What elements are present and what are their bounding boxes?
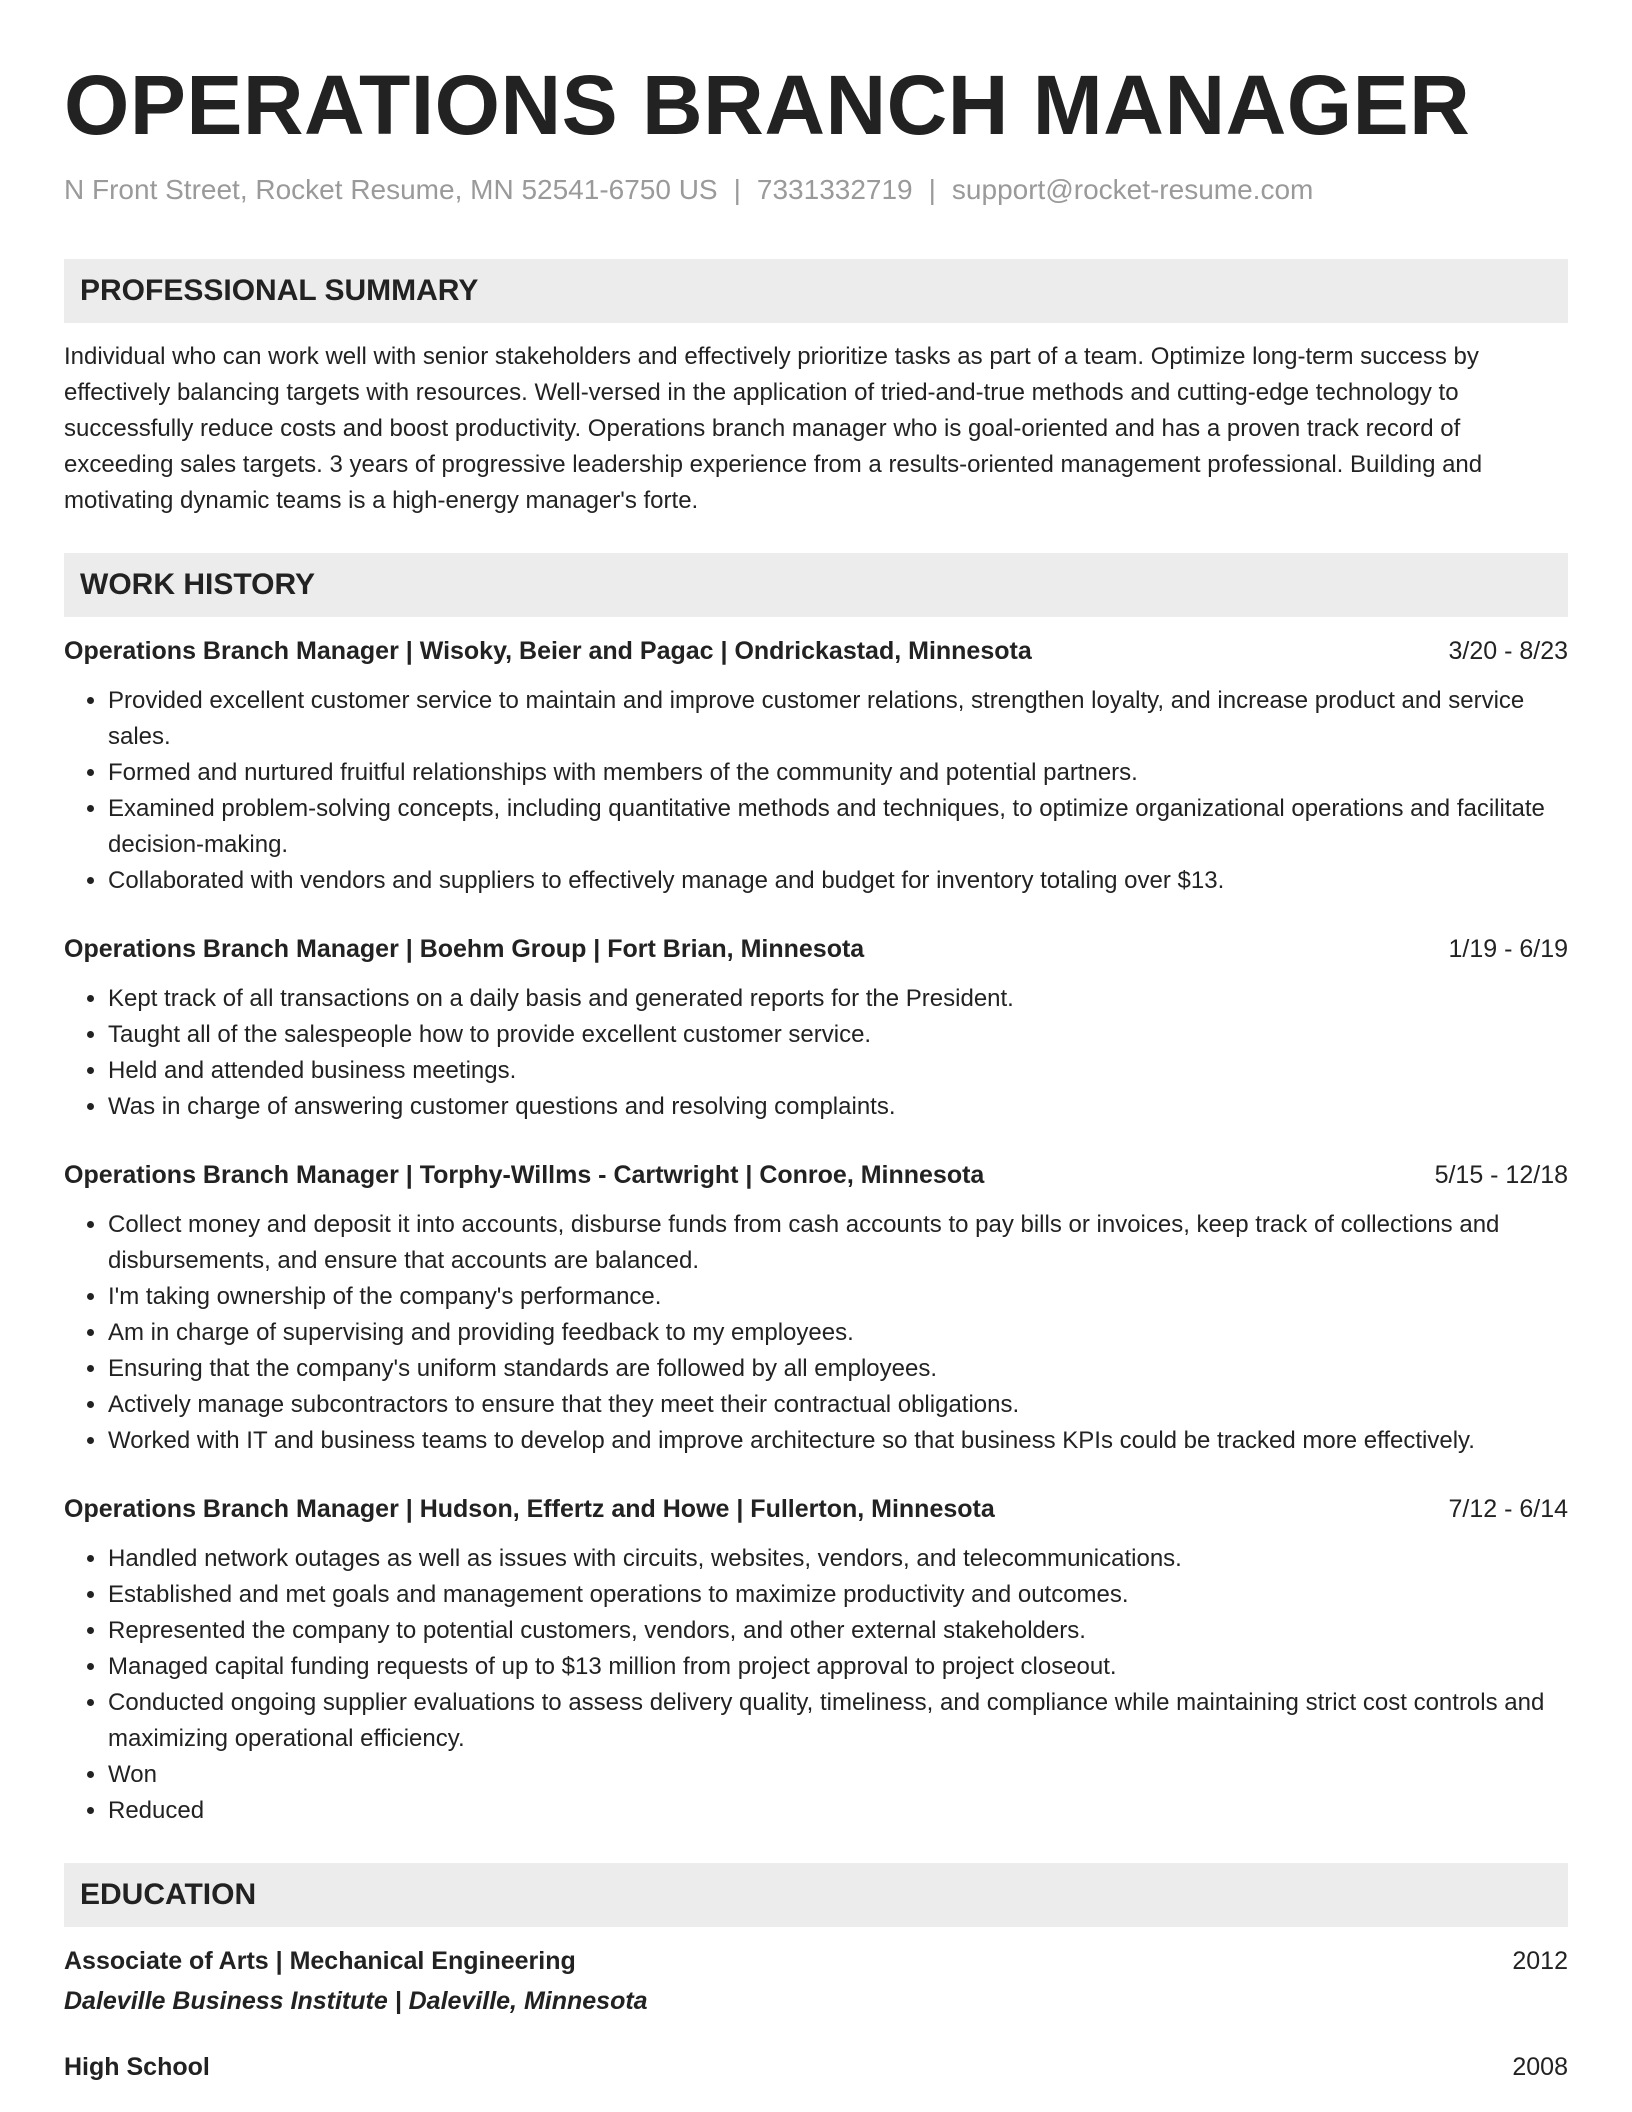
job-header [64,1157,1568,1193]
contact-address: N Front Street, Rocket Resume, MN 52541-6750 US [64,174,718,205]
job-dates: 7/12 - 6/14 [1448,1495,1568,1523]
job-bullet: • Reduced [108,1793,1568,1829]
contact-line [64,173,1568,207]
job-title: Operations Branch Manager | Hudson, Effertz and Howe | Fullerton, Minnesota [64,1495,995,1523]
job-entry [64,1157,1568,1459]
job-title: Operations Branch Manager | Boehm Group | Fort Brian, Minnesota [64,935,865,963]
job-dates: 5/15 - 12/18 [1434,1161,1568,1189]
contact-phone: 7331332719 [756,174,913,205]
job-dates: 3/20 - 8/23 [1448,637,1568,665]
job-bullet: • Represented the company to potential customers, vendors, and other external stakeholders. [108,1613,1568,1649]
education-header [64,1943,1568,1979]
job-bullets [64,1541,1568,1829]
job-bullet: • Conducted ongoing supplier evaluations to assess delivery quality, timeliness, and compliance while maintaining strict cost controls and maximizing operational efficiency. [108,1685,1568,1757]
job-bullet: • Was in charge of answering customer questions and resolving complaints. [108,1089,1568,1125]
education-degree: High School [64,2053,210,2081]
job-bullet: • Ensuring that the company's uniform standards are followed by all employees. [108,1351,1568,1387]
job-bullet: • Formed and nurtured fruitful relationships with members of the community and potential partners. [108,755,1568,791]
education-school: Daleville Business Institute | Daleville, Minnesota [64,1987,648,2015]
job-bullets [64,1207,1568,1459]
job-bullet: • Taught all of the salespeople how to provide excellent customer service. [108,1017,1568,1053]
job-bullet: • Provided excellent customer service to maintain and improve customer relations, strengthen loyalty, and increase product and service sales. [108,683,1568,755]
job-entry [64,633,1568,899]
job-bullet: • Collect money and deposit it into accounts, disburse funds from cash accounts to pay bills or invoices, keep track of collections and disbursements, and ensure that accounts are balanced. [108,1207,1568,1279]
job-bullet: • I'm taking ownership of the company's performance. [108,1279,1568,1315]
education-header [64,2049,1568,2085]
job-bullet: • Held and attended business meetings. [108,1053,1568,1089]
summary-text: Individual who can work well with senior stakeholders and effectively prioritize tasks as part of a team. Optimize long-term success by effectively balancing targets with resources. Well-versed in the application of tried-and-true methods and cutting-edge technology to successfully reduce costs and boost productivity. Operations branch manager who is goal-oriented and has a proven track record of exceeding sales targets. 3 years of progressive leadership experience from a results-oriented management professional. Building and motivating dynamic teams is a high-energy manager's forte. [64,343,1483,514]
section-heading-work-history: WORK HISTORY [64,553,1568,617]
job-header [64,633,1568,669]
job-bullet: • Established and met goals and management operations to maximize productivity and outcomes. [108,1577,1568,1613]
job-bullet: • Examined problem-solving concepts, including quantitative methods and techniques, to optimize organizational operations and facilitate decision-making. [108,791,1568,863]
contact-separator: | [928,174,936,205]
section-heading-education: EDUCATION [64,1863,1568,1927]
education-year: 2012 [1512,1947,1568,1975]
job-bullet: • Kept track of all transactions on a daily basis and generated reports for the President. [108,981,1568,1017]
job-entry [64,1491,1568,1829]
job-header [64,931,1568,967]
job-bullets [64,981,1568,1125]
job-title: Operations Branch Manager | Wisoky, Beier and Pagac | Ondrickastad, Minnesota [64,637,1032,665]
job-header [64,1491,1568,1527]
resume-title: OPERATIONS BRANCH MANAGER [64,58,1471,152]
job-dates: 1/19 - 6/19 [1448,935,1568,963]
job-bullet: • Handled network outages as well as issues with circuits, websites, vendors, and telecommunications. [108,1541,1568,1577]
education-year: 2008 [1512,2053,1568,2081]
job-bullet: • Managed capital funding requests of up to $13 million from project approval to project closeout. [108,1649,1568,1685]
contact-separator: | [733,174,741,205]
education-entry [64,2049,1568,2085]
job-bullets [64,683,1568,899]
job-bullet: • Collaborated with vendors and suppliers to effectively manage and budget for inventory totaling over $13. [108,863,1568,899]
job-title: Operations Branch Manager | Torphy-Willms - Cartwright | Conroe, Minnesota [64,1161,985,1189]
section-heading-summary: PROFESSIONAL SUMMARY [64,259,1568,323]
education-entry [64,1943,1568,2019]
contact-email: support@rocket-resume.com [951,174,1314,205]
job-bullet: • Actively manage subcontractors to ensure that they meet their contractual obligations. [108,1387,1568,1423]
job-bullet: • Worked with IT and business teams to develop and improve architecture so that business KPIs could be tracked more effectively. [108,1423,1568,1459]
job-bullet: • Am in charge of supervising and providing feedback to my employees. [108,1315,1568,1351]
job-entry [64,931,1568,1125]
job-bullet: • Won [108,1757,1568,1793]
education-degree: Associate of Arts | Mechanical Engineering [64,1947,576,1975]
